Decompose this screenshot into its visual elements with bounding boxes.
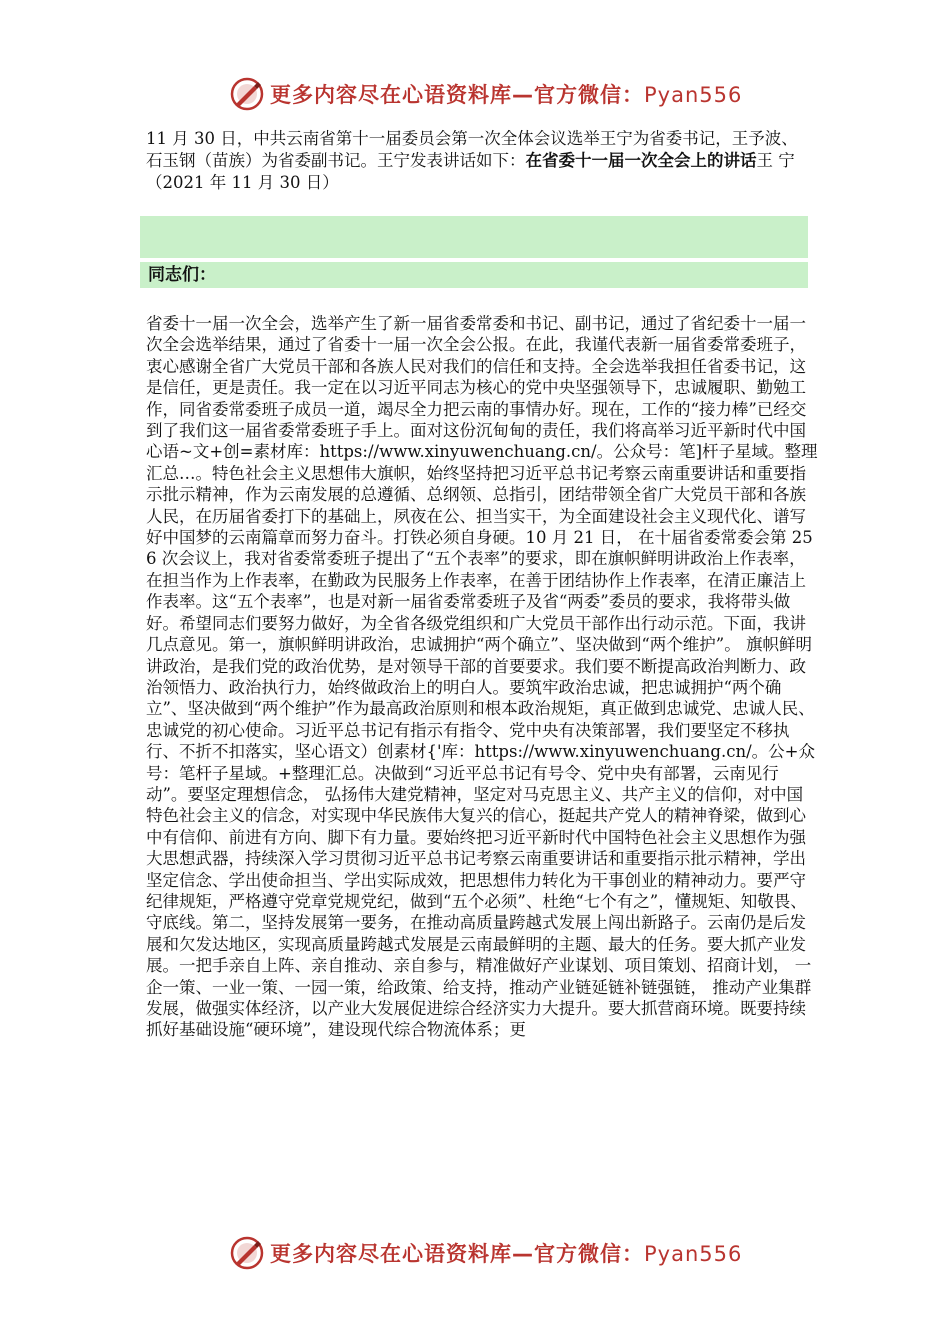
banner-text: 更多内容尽在心语资料库—官方微信：Pyan556 xyxy=(270,83,743,107)
wechat-id: Pyan556 xyxy=(644,1242,743,1266)
pen-logo-icon xyxy=(230,1236,264,1270)
intro-paragraph xyxy=(146,128,814,194)
speech-body: 省委十一届一次全会，选举产生了新一届省委常委和书记、副书记，通过了省纪委十一届一次全会选举结果，通过了省委十一届一次全会公报。在此，我谨代表新一届省委常委班子，衷心感谢全省广大党员干部和各族人民对我们的信任和支持。全会选举我担任省委书记，这是信任，更是责任。我一定在以习近平同志为核心的党中央坚强领导下，忠诚履职、勤勉工作，同省委常委班子成员一道，竭尽全力把云南的事情办好。现在，工作的“接力棒”已经交到了我们这一届省委常委班子手上。面对这份沉甸甸的责任，我们将高举习近平新时代中国心语~文+创=素材库：https://www.xinyuwenchuang.cn/。公众号：笔]杆子星域。整理汇总…。特色社会主义思想伟大旗帜，始终坚持把习近平总书记考察云南重要讲话和重要指示批示精神，作为云南发展的总遵循、总纲领、总指引，团结带领全省广大党员干部和各族人民，在历届省委打下的基础上，夙夜在公、担当实干，为全面建设社会主义现代化、谱写好中国梦的云南篇章而努力奋斗。打铁必须自身硬。10 月 21 日， 在十届省委常委会第 256 次会议上，我对省委常委班子提出了“五个表率”的要求，即在旗帜鲜明讲政治上作表率，在担当作为上作表率，在勤政为民服务上作表率，在善于团结协作上作表率，在清正廉洁上作表率。这“五个表率”，也是对新一届省委常委班子及省“两委”委员的要求，我将带头做好。希望同志们要努力做好，为全省各级党组织和广大党员干部作出行动示范。下面，我讲几点意见。第一，旗帜鲜明讲政治，忠诚拥护“两个确立”、坚决做到“两个维护”。 旗帜鲜明讲政治，是我们党的政治优势，是对领导干部的首要要求。我们要不断提高政治判断力、政治领悟力、政治执行力，始终做政治上的明白人。要筑牢政治忠诚，把忠诚拥护“两个确立”、坚决做到“两个维护”作为最高政治原则和根本政治规矩，真正做到忠诚党、忠诚人民、忠诚党的初心使命。习近平总书记有指示有指令、党中央有决策部署，我们要坚定不移执行、不折不扣落实，坚心语文）创素材{'库：https://www.xinyuwenchuang.cn/。公+众号：笔杆子星域。+整理汇总。决做到“习近平总书记有号令、党中央有部署，云南见行动”。要坚定理想信念， 弘扬伟大建党精神，坚定对马克思主义、共产主义的信仰，对中国特色社会主义的信念，对实现中华民族伟大复兴的信心，挺起共产党人的精神脊梁，做到心中有信仰、前进有方向、脚下有力量。要始终把习近平新时代中国特色社会主义思想作为强大思想武器，持续深入学习贯彻习近平总书记考察云南重要讲话和重要指示批示精神，学出坚定信念、学出使命担当、学出实际成效，把思想伟力转化为干事创业的精神动力。要严守纪律规矩，严格遵守党章党规党纪，做到“五个必须”、杜绝“七个有之”，懂规矩、知敬畏、守底线。第二，坚持发展第一要务，在推动高质量跨越式发展上闯出新路子。云南仍是后发展和欠发达地区，实现高质量跨越式发展是云南最鲜明的主题、最大的任务。要大抓产业发展。一把手亲自上阵、亲自推动、亲自参与，精准做好产业谋划、项目策划、招商计划， 一企一策、一业一策、一园一策，给政策、给支持，推动产业链延链补链强链， 推动产业集群发展，做强实体经济，以产业大发展促进综合经济实力大提升。要大抓营商环境。既要持续抓好基础设施“硬环境”，建设现代综合物流体系；更 xyxy=(146,314,818,1040)
header-watermark-banner xyxy=(230,74,743,114)
pen-logo-icon xyxy=(230,77,264,111)
speech-byline: 王 宁（2021 年 11 月 30 日） xyxy=(146,151,795,192)
wechat-id: Pyan556 xyxy=(644,83,743,107)
salutation-band xyxy=(140,262,808,288)
highlight-band xyxy=(140,216,808,258)
speech-title: 在省委十一届一次全会上的讲话 xyxy=(525,151,757,170)
intro-lead: 11 月 30 日，中共云南省第十一届委员会第一次全体会议选举王宁为省委书记，王予波、石玉钢（苗族）为省委副书记。王宁发表讲话如下： xyxy=(146,129,798,170)
banner-text: 更多内容尽在心语资料库—官方微信：Pyan556 xyxy=(270,1242,743,1266)
salutation: 同志们： xyxy=(148,265,216,285)
footer-watermark-banner xyxy=(230,1233,743,1273)
